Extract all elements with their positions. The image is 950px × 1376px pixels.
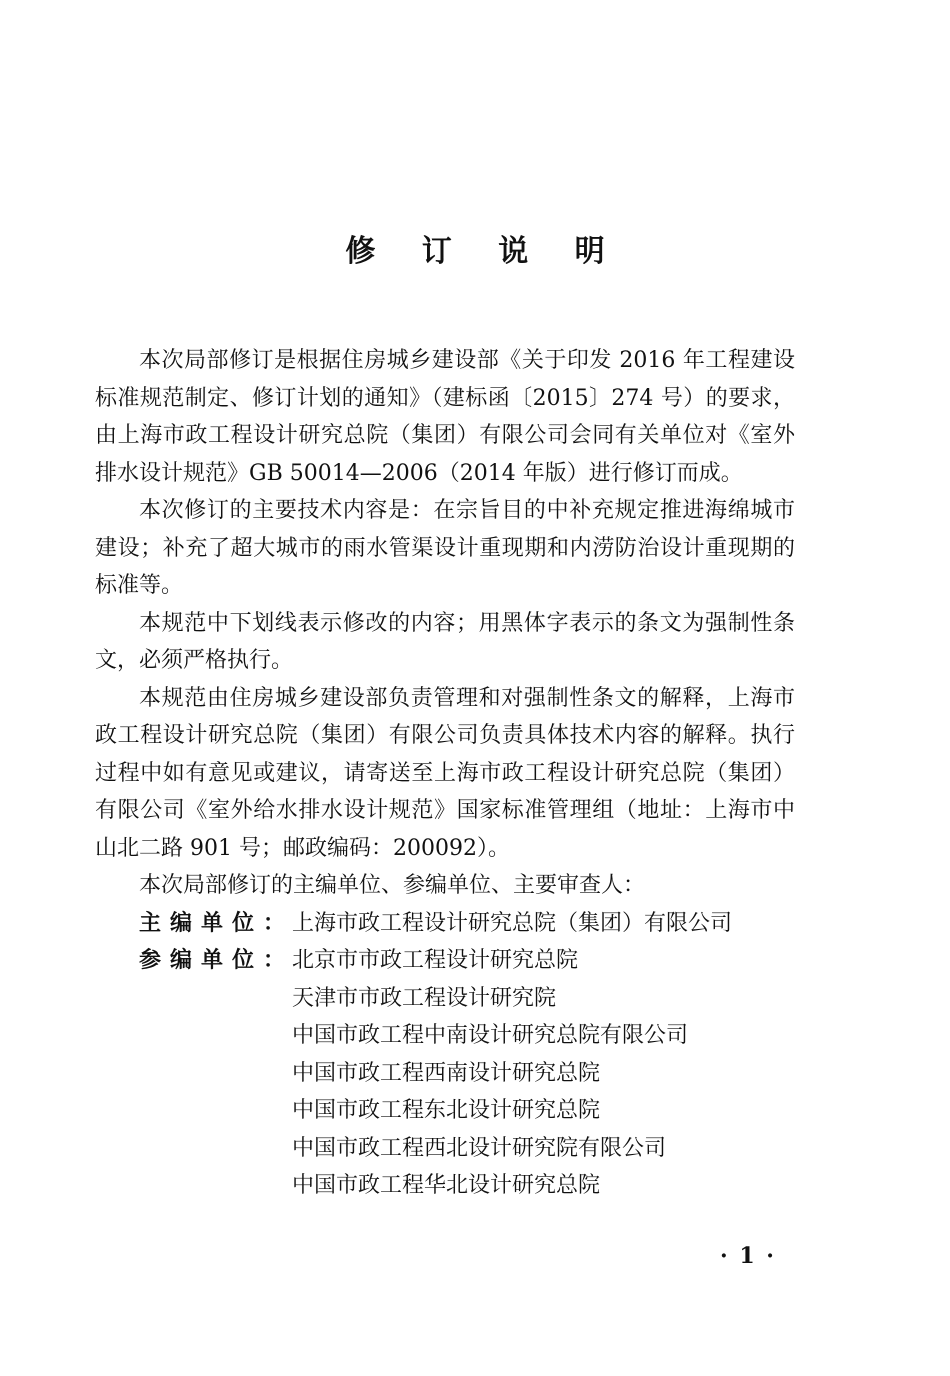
body-text xyxy=(95,342,795,1205)
participating-unit: 中国市政工程西北设计研究院有限公司 xyxy=(292,1135,667,1161)
chief-editor-unit: 上海市政工程设计研究总院（集团）有限公司 xyxy=(292,910,733,936)
participating-units xyxy=(292,942,795,1205)
page-number: · 1 · xyxy=(720,1243,776,1269)
participating-unit: 中国市政工程西南设计研究总院 xyxy=(292,1060,601,1086)
page-title: 修 订 说 明 xyxy=(345,234,623,269)
participating-label: 参编单位： xyxy=(139,948,286,973)
participating-unit: 中国市政工程华北设计研究总院 xyxy=(292,1173,601,1198)
chief-editor-row xyxy=(95,905,795,943)
participating-unit: 天津市市政工程设计研究院 xyxy=(292,985,557,1011)
participating-unit: 中国市政工程中南设计研究总院有限公司 xyxy=(292,1023,689,1048)
paragraph-underline-note: 本规范中下划线表示修改的内容；用黑体字表示的条文为强制性条文，必须严格执行。 xyxy=(95,610,795,673)
paragraph-management: 本规范由住房城乡建设部负责管理和对强制性条文的解释，上海市政工程设计研究总院（集团）有限公司负责具体技术内容的解释。执行过程中如有意见或建议，请寄送至上海市政工程设计研究总院（集团）有限公司《室外给水排水设计规范》国家标准管理组（地址：上海市中山北二路 901 号；邮政编码：200092）。 xyxy=(95,685,795,861)
participating-unit: 北京市市政工程设计研究总院 xyxy=(292,948,579,973)
participating-unit: 中国市政工程东北设计研究总院 xyxy=(292,1098,601,1123)
paragraph-units-intro: 本次局部修订的主编单位、参编单位、主要审查人： xyxy=(139,873,646,898)
paragraph-main-content: 本次修订的主要技术内容是：在宗旨目的中补充规定推进海绵城市建设；补充了超大城市的雨水管渠设计重现期和内涝防治设计重现期的标准等。 xyxy=(95,498,795,598)
paragraph-basis: 本次局部修订是根据住房城乡建设部《关于印发 2016 年工程建设标准规范制定、修订计划的通知》（建标函〔2015〕274 号）的要求，由上海市政工程设计研究总院（集团）有限公司会同有关单位对《室外排水设计规范》GB 50014—2006（2014 年版）进行修订而成。 xyxy=(95,348,795,486)
participating-row xyxy=(95,942,795,1205)
chief-editor-label: 主编单位： xyxy=(139,910,286,936)
chief-editor-units xyxy=(292,905,795,943)
